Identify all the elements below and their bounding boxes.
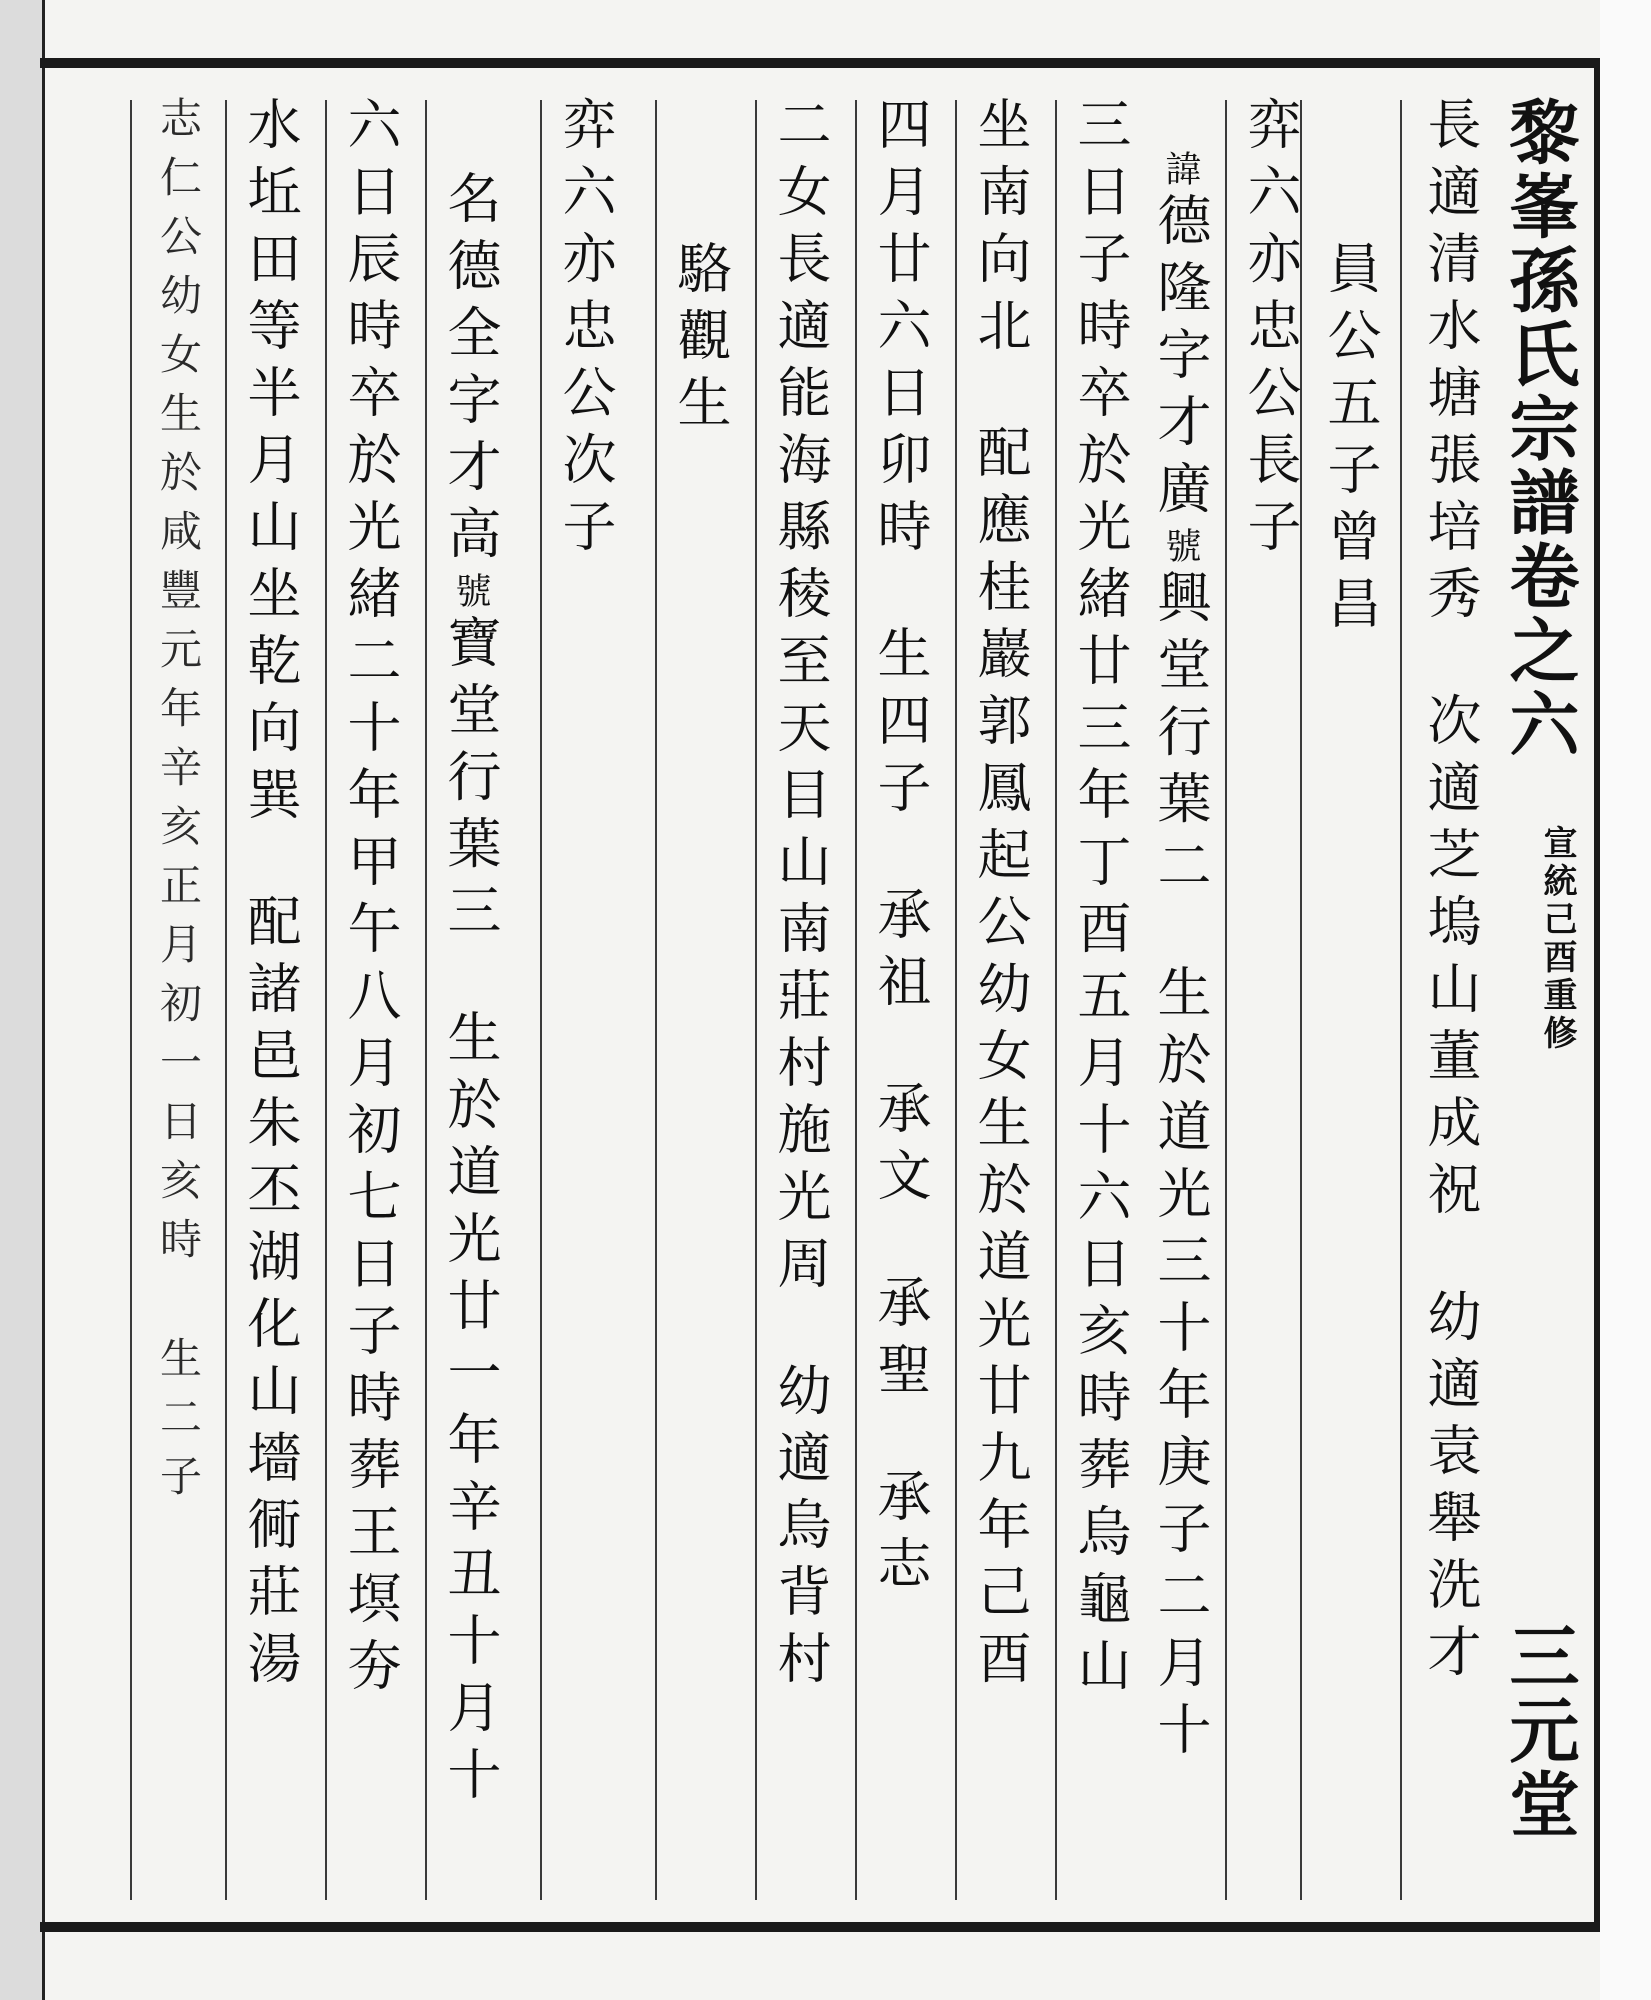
column-rule	[655, 100, 657, 1900]
column-rule	[325, 100, 327, 1900]
column-rule	[1055, 100, 1057, 1900]
text-column: 六日辰時卒於光緒二十年甲午八月初七日子時葬王塓夯	[339, 96, 402, 1704]
text-column: 水坵田等半月山坐乾向巽配諸邑朱丕湖化山墻衕莊湯	[239, 96, 302, 1697]
column-rule	[1225, 100, 1227, 1900]
column-rule	[130, 100, 132, 1900]
hall-name: 三元堂	[1498, 1620, 1581, 1842]
column-rule	[955, 100, 957, 1900]
column-rule	[755, 100, 757, 1900]
text-column: 三日子時卒於光緒廿三年丁酉五月十六日亥時葬烏龜山	[1069, 96, 1132, 1704]
text-column: 弈六亦忠公次子	[554, 96, 617, 565]
text-column: 坐南向北配應桂巖郭鳳起公幼女生於道光廿九年己酉	[969, 96, 1032, 1697]
text-column: 志仁公幼女生於咸豐元年辛亥正月初一日亥時生二子	[154, 96, 203, 1513]
text-column: 名德全字才高號寶堂行葉三生於道光廿一年辛丑十月十	[439, 170, 502, 1813]
left-page-edge	[0, 0, 45, 2000]
frame-right-border	[1594, 58, 1600, 1932]
column-rule	[1400, 100, 1402, 1900]
text-column: 二女長適能海縣稜至天目山南莊村施光周幼適烏背村	[769, 96, 832, 1697]
right-page-edge	[1600, 0, 1651, 2000]
text-column: 弈六亦忠公長子	[1239, 96, 1302, 565]
text-column: 駱觀生	[669, 240, 732, 441]
column-rule	[225, 100, 227, 1900]
column-rule	[425, 100, 427, 1900]
book-title: 黎峯孫氏宗譜卷之六	[1498, 96, 1581, 762]
frame-top-border	[40, 58, 1600, 68]
edition-note: 宣統己酉重修	[1537, 825, 1577, 1053]
column-rule	[855, 100, 857, 1900]
frame-bottom-border	[40, 1922, 1600, 1932]
text-column: 四月廿六日卯時生四子承祖承文承聖承志	[869, 96, 932, 1602]
text-column: 員公五子曾昌	[1319, 240, 1382, 642]
column-rule	[540, 100, 542, 1900]
text-column: 諱德隆字才廣號興堂行葉二生於道光三十年庚子二月十	[1149, 150, 1212, 1768]
text-column: 長適清水塘張培秀次適芝塢山董成祝幼適袁舉洗才	[1419, 96, 1482, 1690]
